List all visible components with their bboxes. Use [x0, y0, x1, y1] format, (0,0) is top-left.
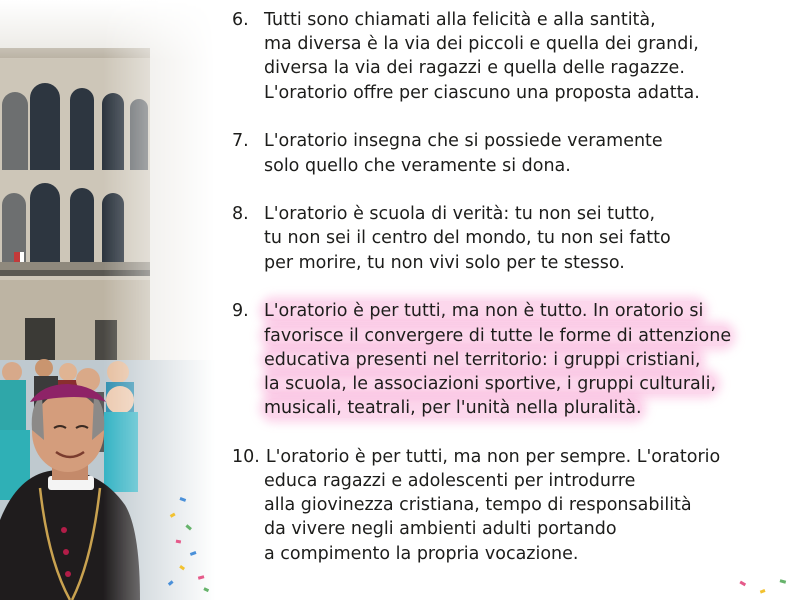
item-line [232, 348, 797, 372]
item-line: solo quello che veramente si dona. [264, 155, 571, 176]
item-line [232, 372, 797, 396]
item-number: 7. [232, 131, 249, 152]
item-line [232, 445, 797, 469]
numbered-list [232, 8, 797, 590]
item-line: educa ragazzi e adolescenti per introdurre [264, 471, 636, 492]
item-line [232, 129, 797, 153]
item-number: 10. [232, 446, 260, 467]
item-line: a compimento la propria vocazione. [264, 543, 579, 564]
item-line: da vivere negli ambienti adulti portando [264, 519, 617, 540]
item-number: 8. [232, 204, 249, 225]
item-number: 9. [232, 301, 249, 322]
highlighted-text: musicali, teatrali, per l'unità nella pluralità. [264, 398, 642, 419]
item-text: L'oratorio è scuola di verità: tu non sei tutto, [264, 204, 656, 225]
item-line [232, 396, 797, 420]
item-line [232, 324, 797, 348]
item-line: alla giovinezza cristiana, tempo di responsabilità [264, 495, 692, 516]
item-text: Tutti sono chiamati alla felicità e alla santità, [264, 10, 656, 30]
item-line: diversa la via dei ragazzi e quella delle ragazze. [264, 58, 685, 79]
list-item-10 [232, 445, 797, 566]
highlighted-text: educativa presenti nel territorio: i gruppi cristiani, [264, 349, 701, 370]
item-line: tu non sei il centro del mondo, tu non sei fatto [264, 228, 671, 249]
highlighted-text: la scuola, le associazioni sportive, i gruppi culturali, [264, 373, 717, 394]
item-text: L'oratorio insegna che si possiede veramente [264, 131, 663, 152]
list-item-7 [232, 129, 797, 177]
list-item-8 [232, 202, 797, 275]
highlighted-text: favorisce il convergere di tutte le forme di attenzione [264, 325, 732, 346]
item-line [232, 299, 797, 323]
item-line: ma diversa è la via dei piccoli e quella dei grandi, [264, 34, 699, 55]
list-item-6 [232, 8, 797, 105]
list-item-9-highlighted [232, 299, 797, 420]
item-text: L'oratorio è per tutti, ma non per sempre. L'oratorio [265, 446, 721, 467]
item-line [232, 202, 797, 226]
item-line [232, 8, 797, 32]
item-line: L'oratorio offre per ciascuno una proposta adatta. [264, 82, 700, 103]
item-number: 6. [232, 10, 249, 30]
item-line: per morire, tu non vivi solo per te stesso. [264, 252, 625, 273]
highlighted-text: L'oratorio è per tutti, ma non è tutto. In oratorio si [264, 301, 704, 322]
